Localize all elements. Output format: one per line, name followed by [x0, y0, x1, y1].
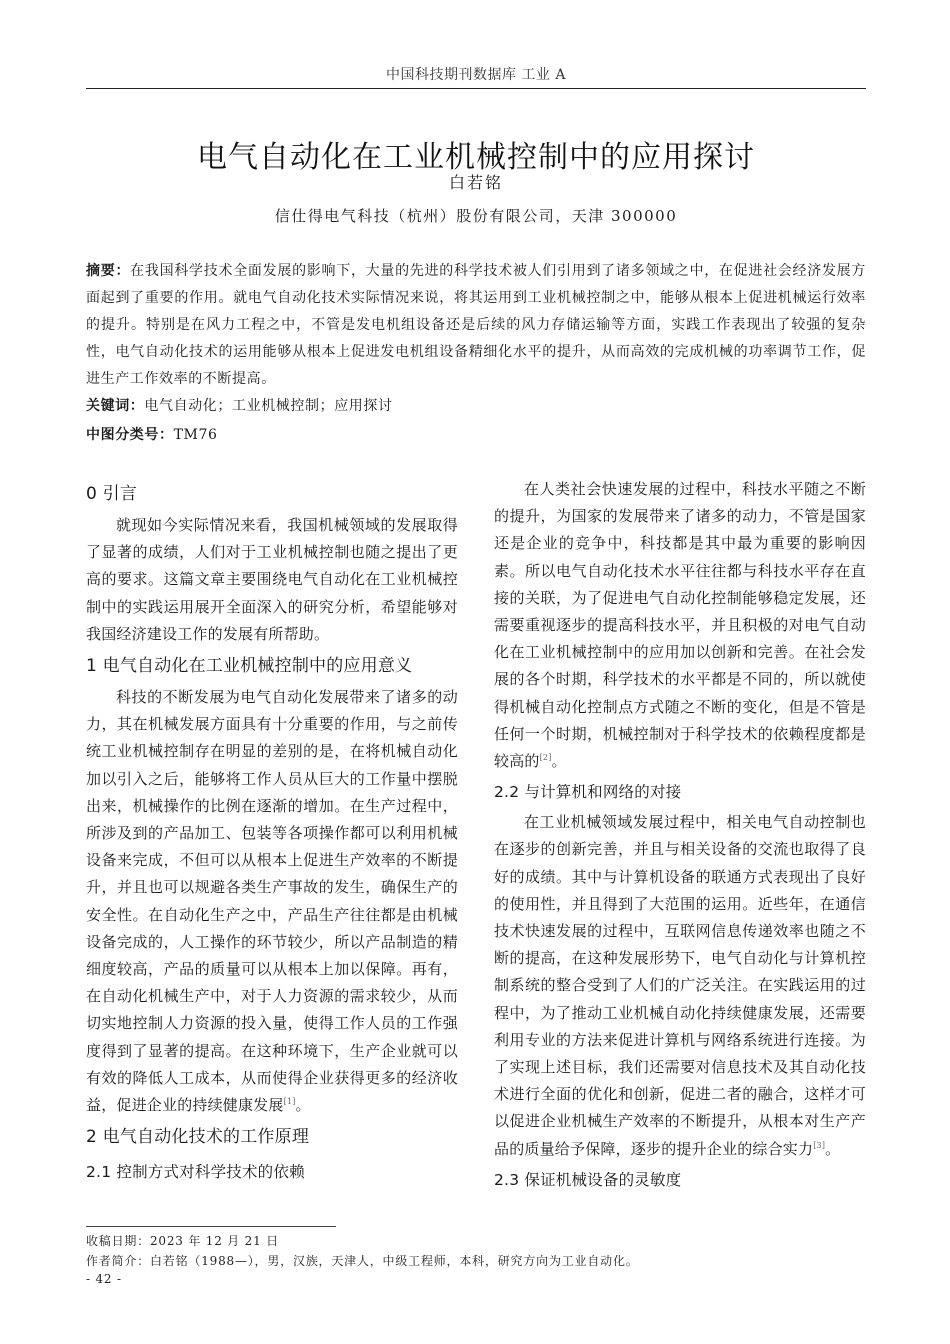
paragraph-end: 。 [825, 1139, 841, 1158]
author-bio: 作者简介：白若铭（1988—），男，汉族，天津人，中级工程师，本科，研究方向为工业自动化。 [86, 1254, 639, 1268]
subsection-heading-2-1: 2.1 控制方式对科学技术的依赖 [86, 1163, 305, 1182]
abstract [86, 258, 866, 393]
subsection-heading-2-3: 2.3 保证机械设备的灵敏度 [494, 1170, 682, 1189]
keywords-text: 电气自动化；工业机械控制；应用探讨 [144, 398, 393, 414]
section-heading-0: 0 引言 [86, 484, 138, 504]
classification-label: 中图分类号： [86, 427, 174, 443]
classification-code: TM76 [173, 427, 218, 443]
paragraph [86, 684, 458, 1119]
left-column [86, 476, 458, 1189]
abstract-label: 摘要： [86, 263, 131, 279]
running-head: 中国科技期刊数据库 工业 A [385, 67, 566, 83]
author-affiliation: 信仕得电气科技（杭州）股份有限公司，天津 300000 [274, 207, 678, 225]
citation-ref: [1] [283, 1097, 296, 1107]
citation-ref: [2] [539, 753, 552, 763]
keywords-label: 关键词： [86, 398, 145, 414]
paragraph-text: 在人类社会快速发展的过程中，科技水平随之不断的提升，为国家的发展带来了诸多的动力，不管是国家还是企业的竞争中，科技都是其中最为重要的影响因素。所以电气自动化技术水平往往都与科技水平存在直接的关联，为了促进电气自动化控制能够稳定发展，还需要重视逐步的提高科技水平，并且积极的对电气自动化在工业机械控制中的应用加以创新和完善。在社会发展的各个时期，科学技术的水平都是不同的，所以就使得机械自动化控制点方式随之不断的变化，但是不管是任何一个时期，机械控制对于科学技术的依赖程度都是较高的 [494, 480, 866, 771]
paragraph: 就现如今实际情况来看，我国机械领域的发展取得了显著的成绩，人们对于工业机械控制也随之提出了更高的要求。这篇文章主要围绕电气自动化在工业机械控制中的实践运用展开全面深入的研究分析，希望能够对我国经济建设工作的发展有所帮助。 [86, 516, 458, 643]
paragraph [494, 809, 866, 1163]
subsection-heading-2-2: 2.2 与计算机和网络的对接 [494, 783, 682, 802]
keywords [86, 395, 866, 415]
author-name: 白若铭 [448, 173, 503, 192]
abstract-text: 在我国科学技术全面发展的影响下，大量的先进的科学技术被人们引用到了诸多领域之中，在促进社会经济发展方面起到了重要的作用。就电气自动化技术实际情况来说，将其运用到工业机械控制之中，能够从根本上促进机械运行效率的提升。特别是在风力工程之中，不管是发电机组设备还是后续的风力存储运输等方面，实践工作表现出了较强的复杂性，电气自动化技术的运用能够从根本上促进发电机组设备精细化水平的提升，从而高效的完成机械的功率调节工作，促进生产工作效率的不断提高。 [86, 263, 866, 387]
footnote-divider [86, 1226, 336, 1227]
section-heading-2: 2 电气自动化技术的工作原理 [86, 1127, 310, 1148]
paragraph-text: 科技的不断发展为电气自动化发展带来了诸多的动力，其在机械发展方面具有十分重要的作用，与之前传统工业机械控制存在明显的差别的是，在将机械自动化加以引入之后，能够将工作人员从巨大的工作量中摆脱出来，机械操作的比例在逐渐的增加。在生产过程中，所涉及到的产品加工、包装等各项操作都可以利用机械设备来完成，不但可以从根本上促进生产效率的不断提升，并且也可以规避各类生产事故的发生，确保生产的安全性。在自动化生产之中，产品生产往往都是由机械设备完成的，人工操作的环节较少，所以产品制造的精细度较高，产品的质量可以从根本上加以保障。再有，在自动化机械生产中，对于人力资源的需求较少，从而切实地控制人力资源的投入量，使得工作人员的工作强度得到了显著的提高。在这种环境下，生产企业就可以有效的降低人工成本，从而使得企业获得更多的经济收益，促进企业的持续健康发展 [86, 688, 458, 1115]
paragraph [494, 476, 866, 775]
section-heading-1: 1 电气自动化在工业机械控制中的应用意义 [86, 656, 413, 677]
citation-ref: [3] [813, 1140, 826, 1150]
classification [86, 424, 866, 444]
page-number: - 42 - [86, 1272, 122, 1286]
article-title: 电气自动化在工业机械控制中的应用探讨 [197, 140, 755, 176]
paragraph-end: 。 [551, 752, 567, 771]
paragraph-end: 。 [295, 1096, 311, 1115]
right-column [494, 476, 866, 1197]
paragraph-text: 在工业机械领域发展过程中，相关电气自动控制也在逐步的创新完善，并且与相关设备的交流也取得了良好的成绩。其中与计算机设备的联通方式表现出了良好的使用性，并且得到了大范围的运用。近些年，在通信技术快速发展的过程中，互联网信息传递效率也随之不断的提高，在这种发展形势下，电气自动化与计算机控制系统的整合受到了人们的广泛关注。在实践运用的过程中，为了推动工业机械自动化持续健康发展，还需要利用专业的方法来促进计算机与网络系统进行连接。为了实现上述目标，我们还需要对信息技术及其自动化技术进行全面的优化和创新，促进二者的融合，这样才可以促进企业机械生产效率的不断提升，从根本对生产产品的质量给予保障，逐步的提升企业的综合实力 [494, 813, 866, 1158]
received-date: 收稿日期：2023 年 12 月 21 日 [86, 1234, 279, 1248]
header-divider [86, 88, 866, 89]
